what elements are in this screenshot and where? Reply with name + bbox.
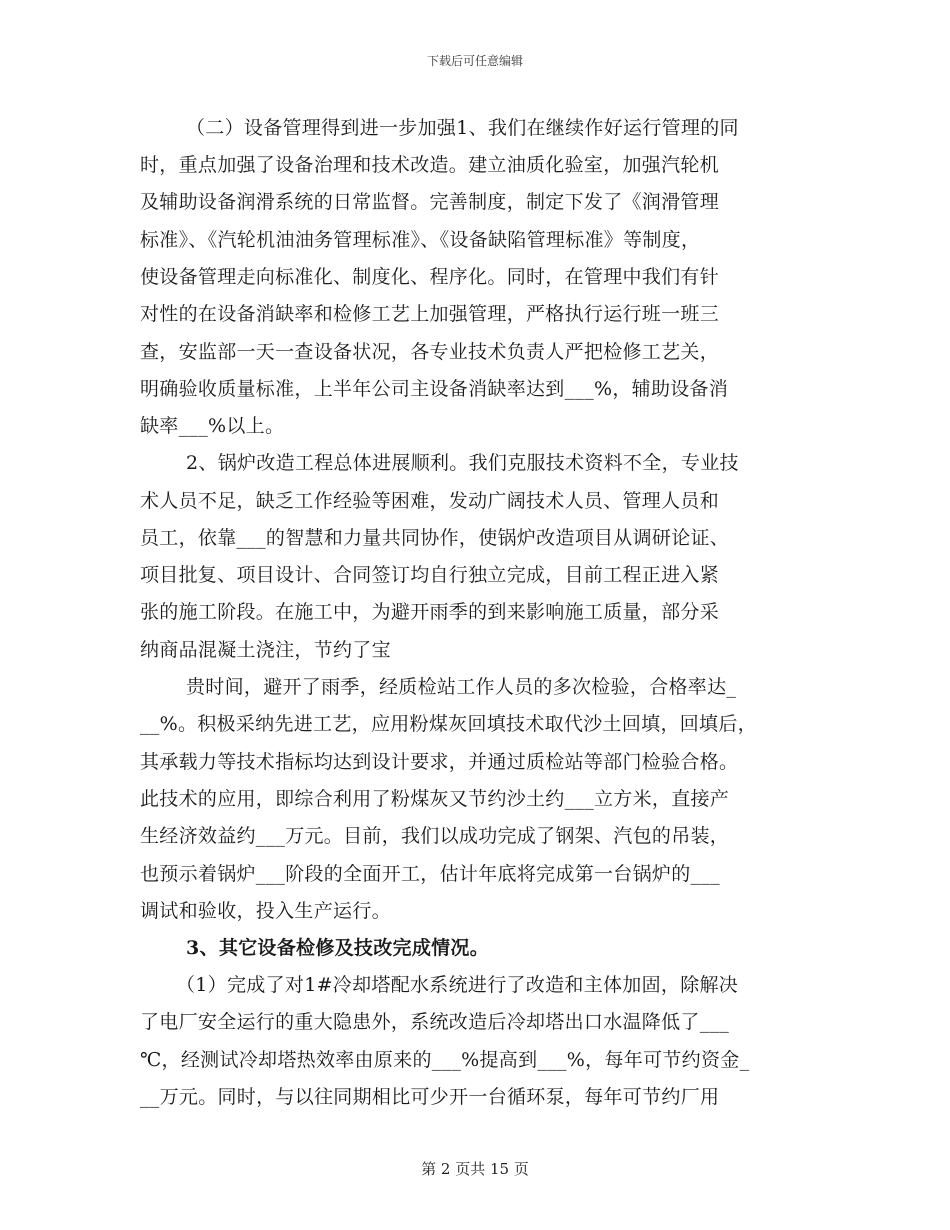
text-line: ℃，经测试冷却塔热效率由原来的___%提高到___%，每年可节约资金_ [140, 1049, 750, 1071]
text-line: 也预示着锅炉___阶段的全面开工，估计年底将完成第一台锅炉的___ [140, 863, 720, 885]
text-line: 标准》、《汽轮机油油务管理标准》、《设备缺陷管理标准》等制度， [140, 229, 701, 251]
text-line: 对性的在设备消缺率和检修工艺上加强管理，严格执行运行班一班三 [140, 303, 720, 325]
page-footer: 第 2 页共 15 页 [421, 1160, 529, 1178]
text-line: 贵时间，避开了雨季，经质检站工作人员的多次检验，合格率达_ [186, 676, 737, 698]
text-line: 使设备管理走向标准化、制度化、程序化。同时，在管理中我们有针 [140, 266, 720, 288]
text-line: 了电厂安全运行的重大隐患外，系统改造后冷却塔出口水温降低了___ [140, 1011, 730, 1033]
text-line: 调试和验收，投入生产运行。 [140, 900, 391, 922]
text-line: （二）设备管理得到进一步加强1、我们在继续作好运行管理的同 [186, 117, 739, 139]
text-line: （1）完成了对1#冷却塔配水系统进行了改造和主体加固，除解决 [176, 974, 739, 996]
text-line: 时，重点加强了设备治理和技术改造。建立油质化验室，加强汽轮机 [140, 154, 720, 176]
text-line: 明确验收质量标准，上半年公司主设备消缺率达到___%，辅助设备消 [140, 378, 729, 400]
text-line: 此技术的应用，即综合利用了粉煤灰又节约沙土约___立方米，直接产 [140, 788, 730, 810]
page-header: 下载后可任意编辑 [426, 54, 523, 68]
text-line: 术人员不足，缺乏工作经验等困难，发动广阔技术人员、管理人员和 [140, 490, 720, 512]
text-line: 项目批复、项目设计、合同签订均自行独立完成，目前工程正进入紧 [140, 564, 720, 586]
text-line: __%。积极采纳先进工艺，应用粉煤灰回填技术取代沙土回填，回填后， [140, 713, 757, 735]
text-line: __万元。同时，与以往同期相比可少开一台循环泵，每年可节约厂用 [140, 1086, 720, 1108]
text-line: 员工，依靠___的智慧和力量共同协作，使锅炉改造项目从调研论证、 [140, 527, 730, 549]
text-line: 及辅助设备润滑系统的日常监督。完善制度，制定下发了《润滑管理 [140, 191, 720, 213]
text-line: 其承载力等技术指标均达到设计要求，并通过质检站等部门检验合格。 [140, 751, 739, 773]
text-line: 张的施工阶段。在施工中，为避开雨季的到来影响施工质量，部分采 [140, 601, 720, 623]
section-heading: 3、其它设备检修及技改完成情况。 [186, 937, 490, 959]
text-line: 生经济效益约___万元。目前，我们以成功完成了钢架、汽包的吊装， [140, 825, 730, 847]
text-line: 缺率___%以上。 [140, 415, 285, 437]
text-line: 纳商品混凝土浇注，节约了宝 [140, 639, 391, 661]
text-line: 2、锅炉改造工程总体进展顺利。我们克服技术资料不全，专业技 [186, 452, 739, 474]
text-line: 查，安监部一天一查设备状况，各专业技术负责人严把检修工艺关， [140, 341, 720, 363]
